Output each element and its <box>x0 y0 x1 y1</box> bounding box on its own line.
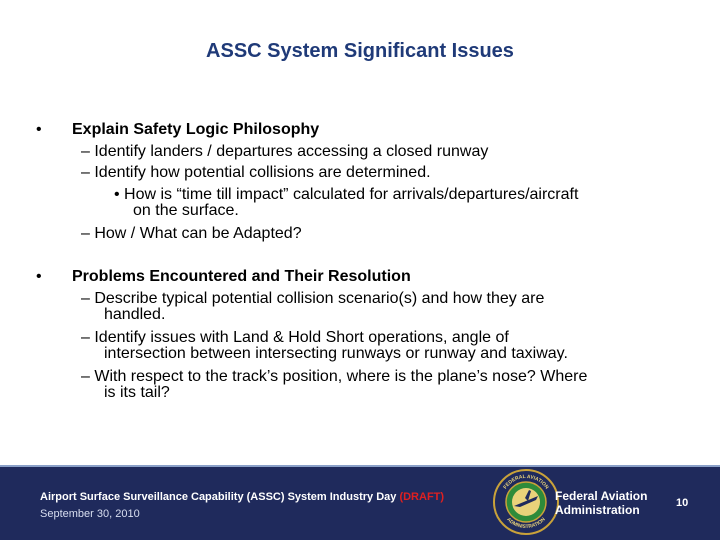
section-heading-safety-logic: Explain Safety Logic Philosophy <box>72 121 320 138</box>
list-item: on the surface. <box>133 202 239 219</box>
draft-label: (DRAFT) <box>399 491 445 503</box>
list-item: intersection between intersecting runways or runway and taxiway. <box>104 345 568 362</box>
event-title-text: Airport Surface Surveillance Capability (ASSC) System Industry Day <box>40 491 397 503</box>
agency-name <box>555 489 647 517</box>
list-item: is its tail? <box>104 384 170 401</box>
list-item: – Identify how potential collisions are determined. <box>81 164 431 181</box>
page-title: ASSC System Significant Issues <box>206 40 514 62</box>
list-item: – Identify issues with Land & Hold Short operations, angle of <box>81 329 509 346</box>
list-item: – With respect to the track’s position, where is the plane’s nose? Where <box>81 368 588 385</box>
faa-seal-logo <box>492 468 560 536</box>
footer-bar <box>0 465 720 540</box>
svg-text:FEDERAL AVIATION: FEDERAL AVIATION <box>502 473 550 491</box>
agency-name-line1: Federal Aviation <box>555 489 648 503</box>
list-item: – Identify landers / departures accessing a closed runway <box>81 143 489 160</box>
footer-divider <box>0 465 720 467</box>
section-heading-problems: Problems Encountered and Their Resolution <box>72 268 411 285</box>
list-item: – How / What can be Adapted? <box>81 225 302 242</box>
footer-event-title <box>40 491 444 503</box>
agency-name-line2: Administration <box>555 503 640 517</box>
svg-text:ADMINISTRATION: ADMINISTRATION <box>505 516 547 531</box>
bullet-marker: • <box>36 121 42 138</box>
list-item: handled. <box>104 306 166 323</box>
footer-date: September 30, 2010 <box>40 508 140 520</box>
page-number: 10 <box>676 497 689 509</box>
list-item: – Describe typical potential collision scenario(s) and how they are <box>81 290 545 307</box>
bullet-marker: • <box>36 268 42 285</box>
list-item: • How is “time till impact” calculated for arrivals/departures/aircraft <box>114 186 579 203</box>
